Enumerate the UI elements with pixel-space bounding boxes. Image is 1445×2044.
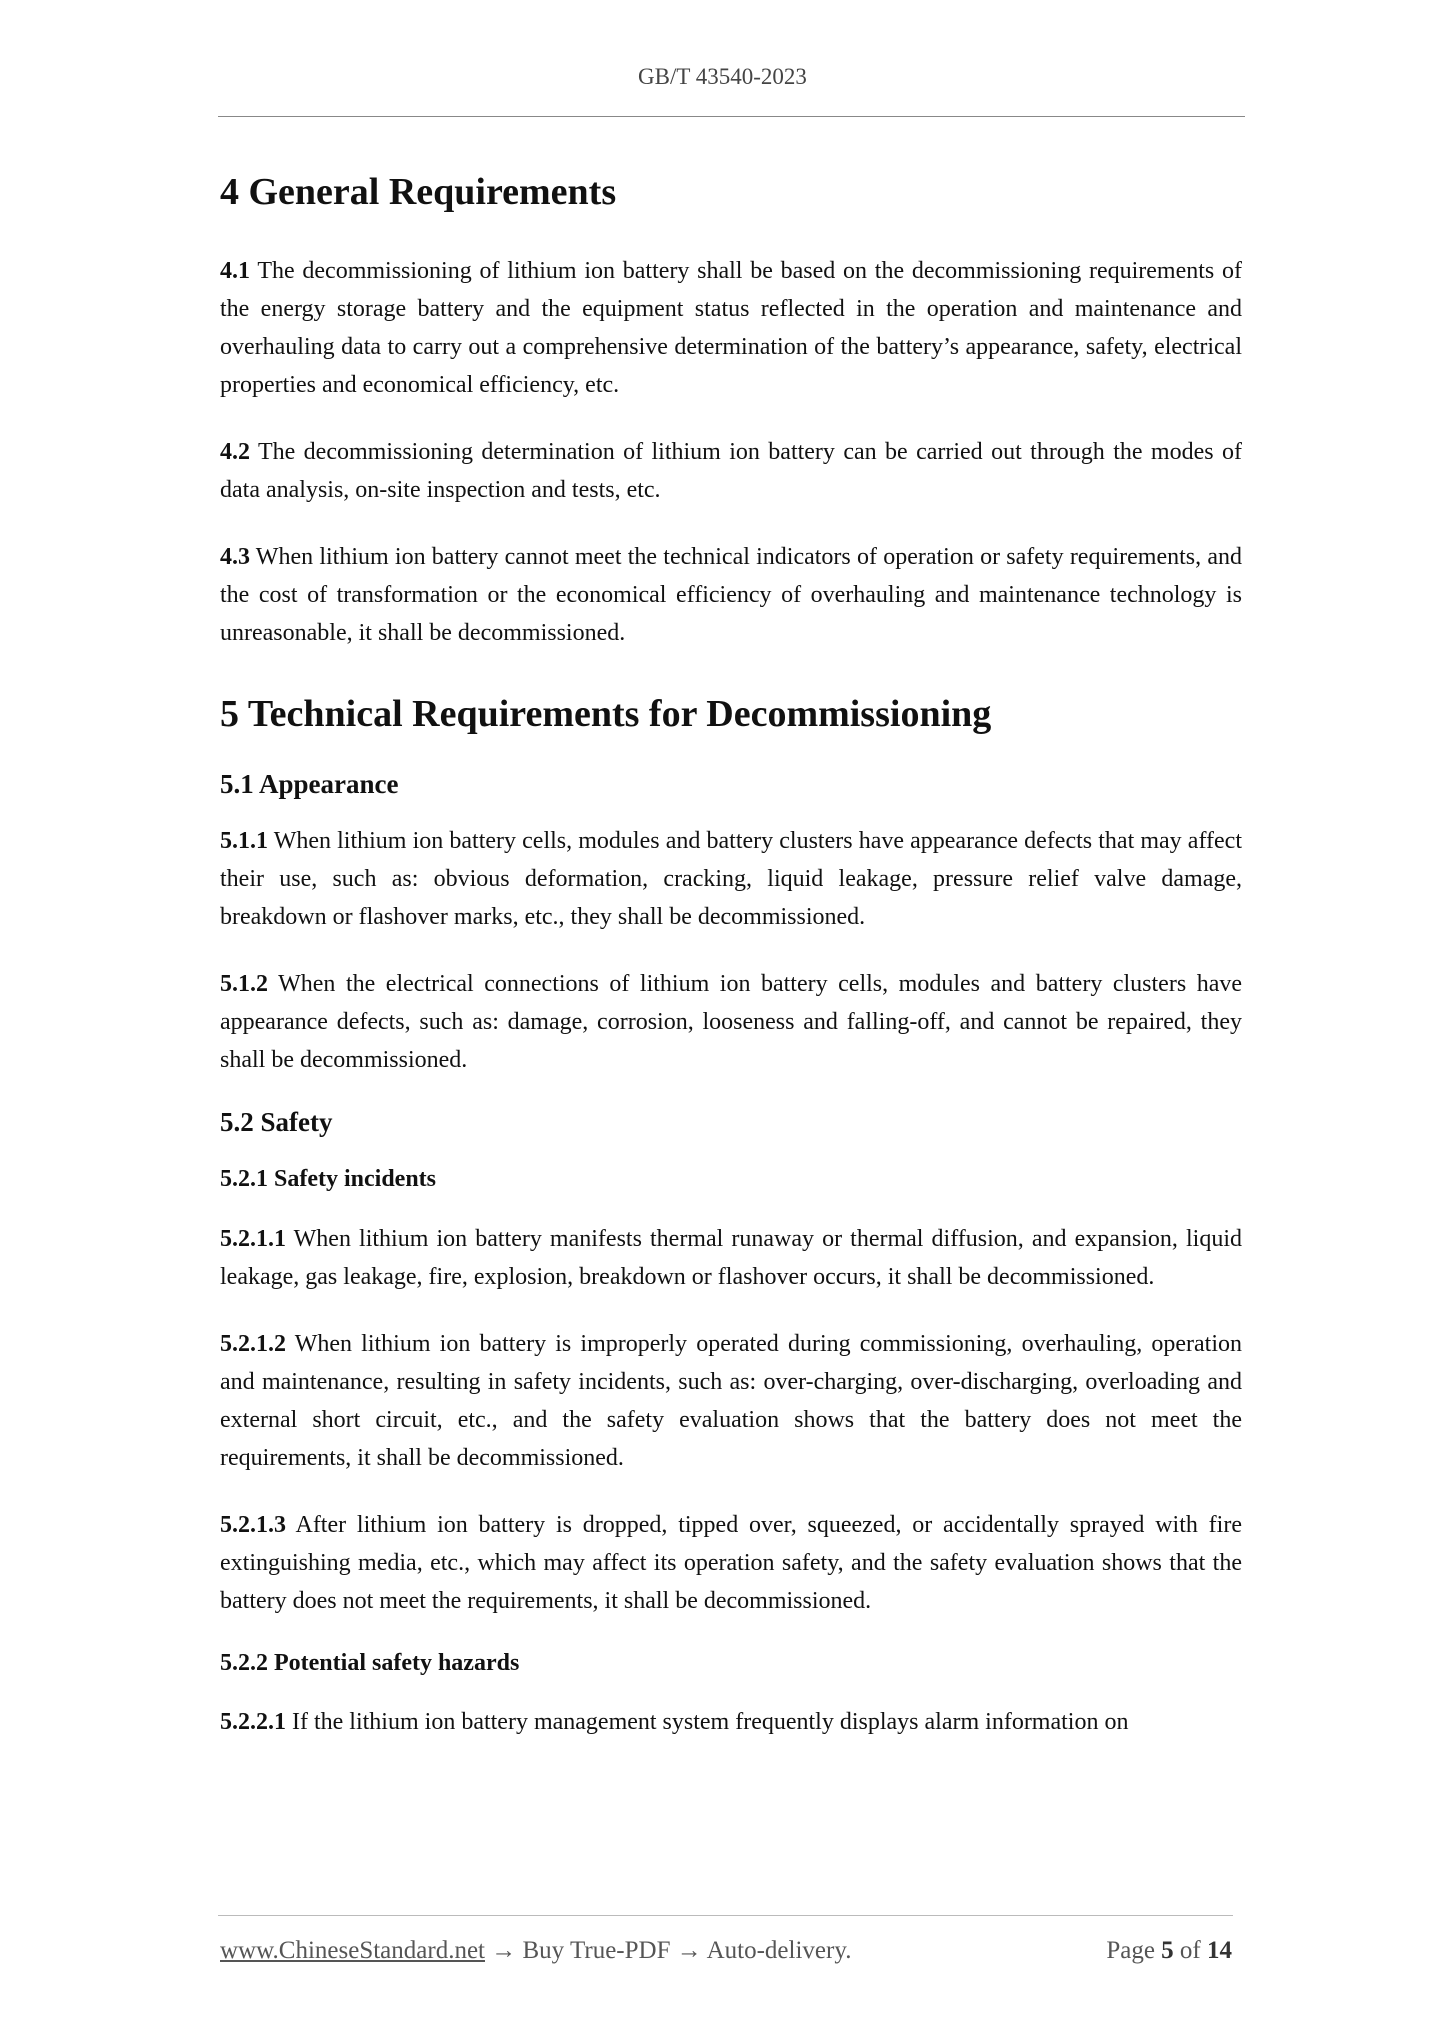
section-5-2-2-heading: 5.2.2 Potential safety hazards [220,1649,520,1676]
clause-text: When the electrical connections of lithium ion battery cells, modules and battery clusters have appearance defects, such as: damage, corrosion, looseness and falling-off, and cannot be repaired, they shall be decommissioned. [220,971,1242,1074]
clause-4-2 [220,433,1242,509]
page-number [1106,1937,1232,1965]
header-divider [218,116,1245,117]
page-total: 14 [1207,1937,1232,1964]
clause-4-1 [220,252,1242,404]
section-5-1-heading: 5.1 Appearance [220,769,399,800]
clause-5-1-2 [220,965,1242,1079]
clause-number: 5.2.1.1 [220,1225,286,1252]
section-5-2-heading: 5.2 Safety [220,1107,333,1138]
clause-5-2-2-1 [220,1703,1242,1741]
clause-number: 4.1 [220,257,250,284]
clause-5-2-1-2 [220,1325,1242,1477]
clause-text: The decommissioning determination of lithium ion battery can be carried out through the modes of data analysis, on-site inspection and tests, etc. [220,438,1242,503]
clause-text: If the lithium ion battery management system frequently displays alarm information on [292,1708,1129,1735]
clause-text: When lithium ion battery is improperly operated during commissioning, overhauling, operation and maintenance, resulting in safety incidents, such as: over-charging, over-discharging, overloading and external short circuit, etc., and the safety evaluation shows that the battery does not meet the requirements, it shall be decommissioned. [220,1330,1242,1471]
page-current: 5 [1161,1937,1174,1964]
clause-text: When lithium ion battery manifests thermal runaway or thermal diffusion, and expansion, liquid leakage, gas leakage, fire, explosion, breakdown or flashover occurs, it shall be decommissioned. [220,1225,1242,1290]
clause-text: The decommissioning of lithium ion battery shall be based on the decommissioning requirements of the energy storage battery and the equipment status reflected in the operation and maintenance and overhauling data to carry out a comprehensive determination of the battery’s appearance, safety, electrical properties and economical efficiency, etc. [220,257,1242,398]
footer-promo-text: → Buy True-PDF → Auto-delivery. [491,1937,852,1964]
clause-number: 4.2 [220,438,250,465]
section-5-heading: 5 Technical Requirements for Decommissioning [220,692,992,735]
clause-text: When lithium ion battery cannot meet the technical indicators of operation or safety requirements, and the cost of transformation or the economical efficiency of overhauling and maintenance technology is unreasonable, it shall be decommissioned. [220,543,1242,646]
page-of: of [1179,1937,1201,1964]
clause-number: 4.3 [220,543,250,570]
clause-5-2-1-1 [220,1220,1242,1296]
clause-number: 5.1.1 [220,828,268,855]
clause-number: 5.2.1.2 [220,1330,286,1357]
chinesestandard-link[interactable]: www.ChineseStandard.net [220,1937,485,1964]
clause-number: 5.1.2 [220,971,268,998]
clause-5-2-1-3 [220,1506,1242,1620]
footer-divider [218,1915,1233,1916]
clause-4-3 [220,538,1242,652]
page-content [220,170,1242,1741]
page-label: Page [1106,1937,1155,1964]
clause-text: After lithium ion battery is dropped, tipped over, squeezed, or accidentally sprayed with fire extinguishing media, etc., which may affect its operation safety, and the safety evaluation shows that the battery does not meet the requirements, it shall be decommissioned. [220,1511,1242,1614]
document-header-code: GB/T 43540-2023 [638,64,807,89]
clause-number: 5.2.1.3 [220,1511,286,1538]
clause-number: 5.2.2.1 [220,1708,286,1735]
clause-5-1-1 [220,822,1242,936]
clause-text: When lithium ion battery cells, modules and battery clusters have appearance defects that may affect their use, such as: obvious deformation, cracking, liquid leakage, pressure relief valve damage, breakdown or flashover marks, etc., they shall be decommissioned. [220,828,1242,931]
page-footer [220,1937,1232,1971]
section-4-heading: 4 General Requirements [220,171,617,213]
footer-promo [220,1937,851,1965]
section-5-2-1-heading: 5.2.1 Safety incidents [220,1166,436,1193]
